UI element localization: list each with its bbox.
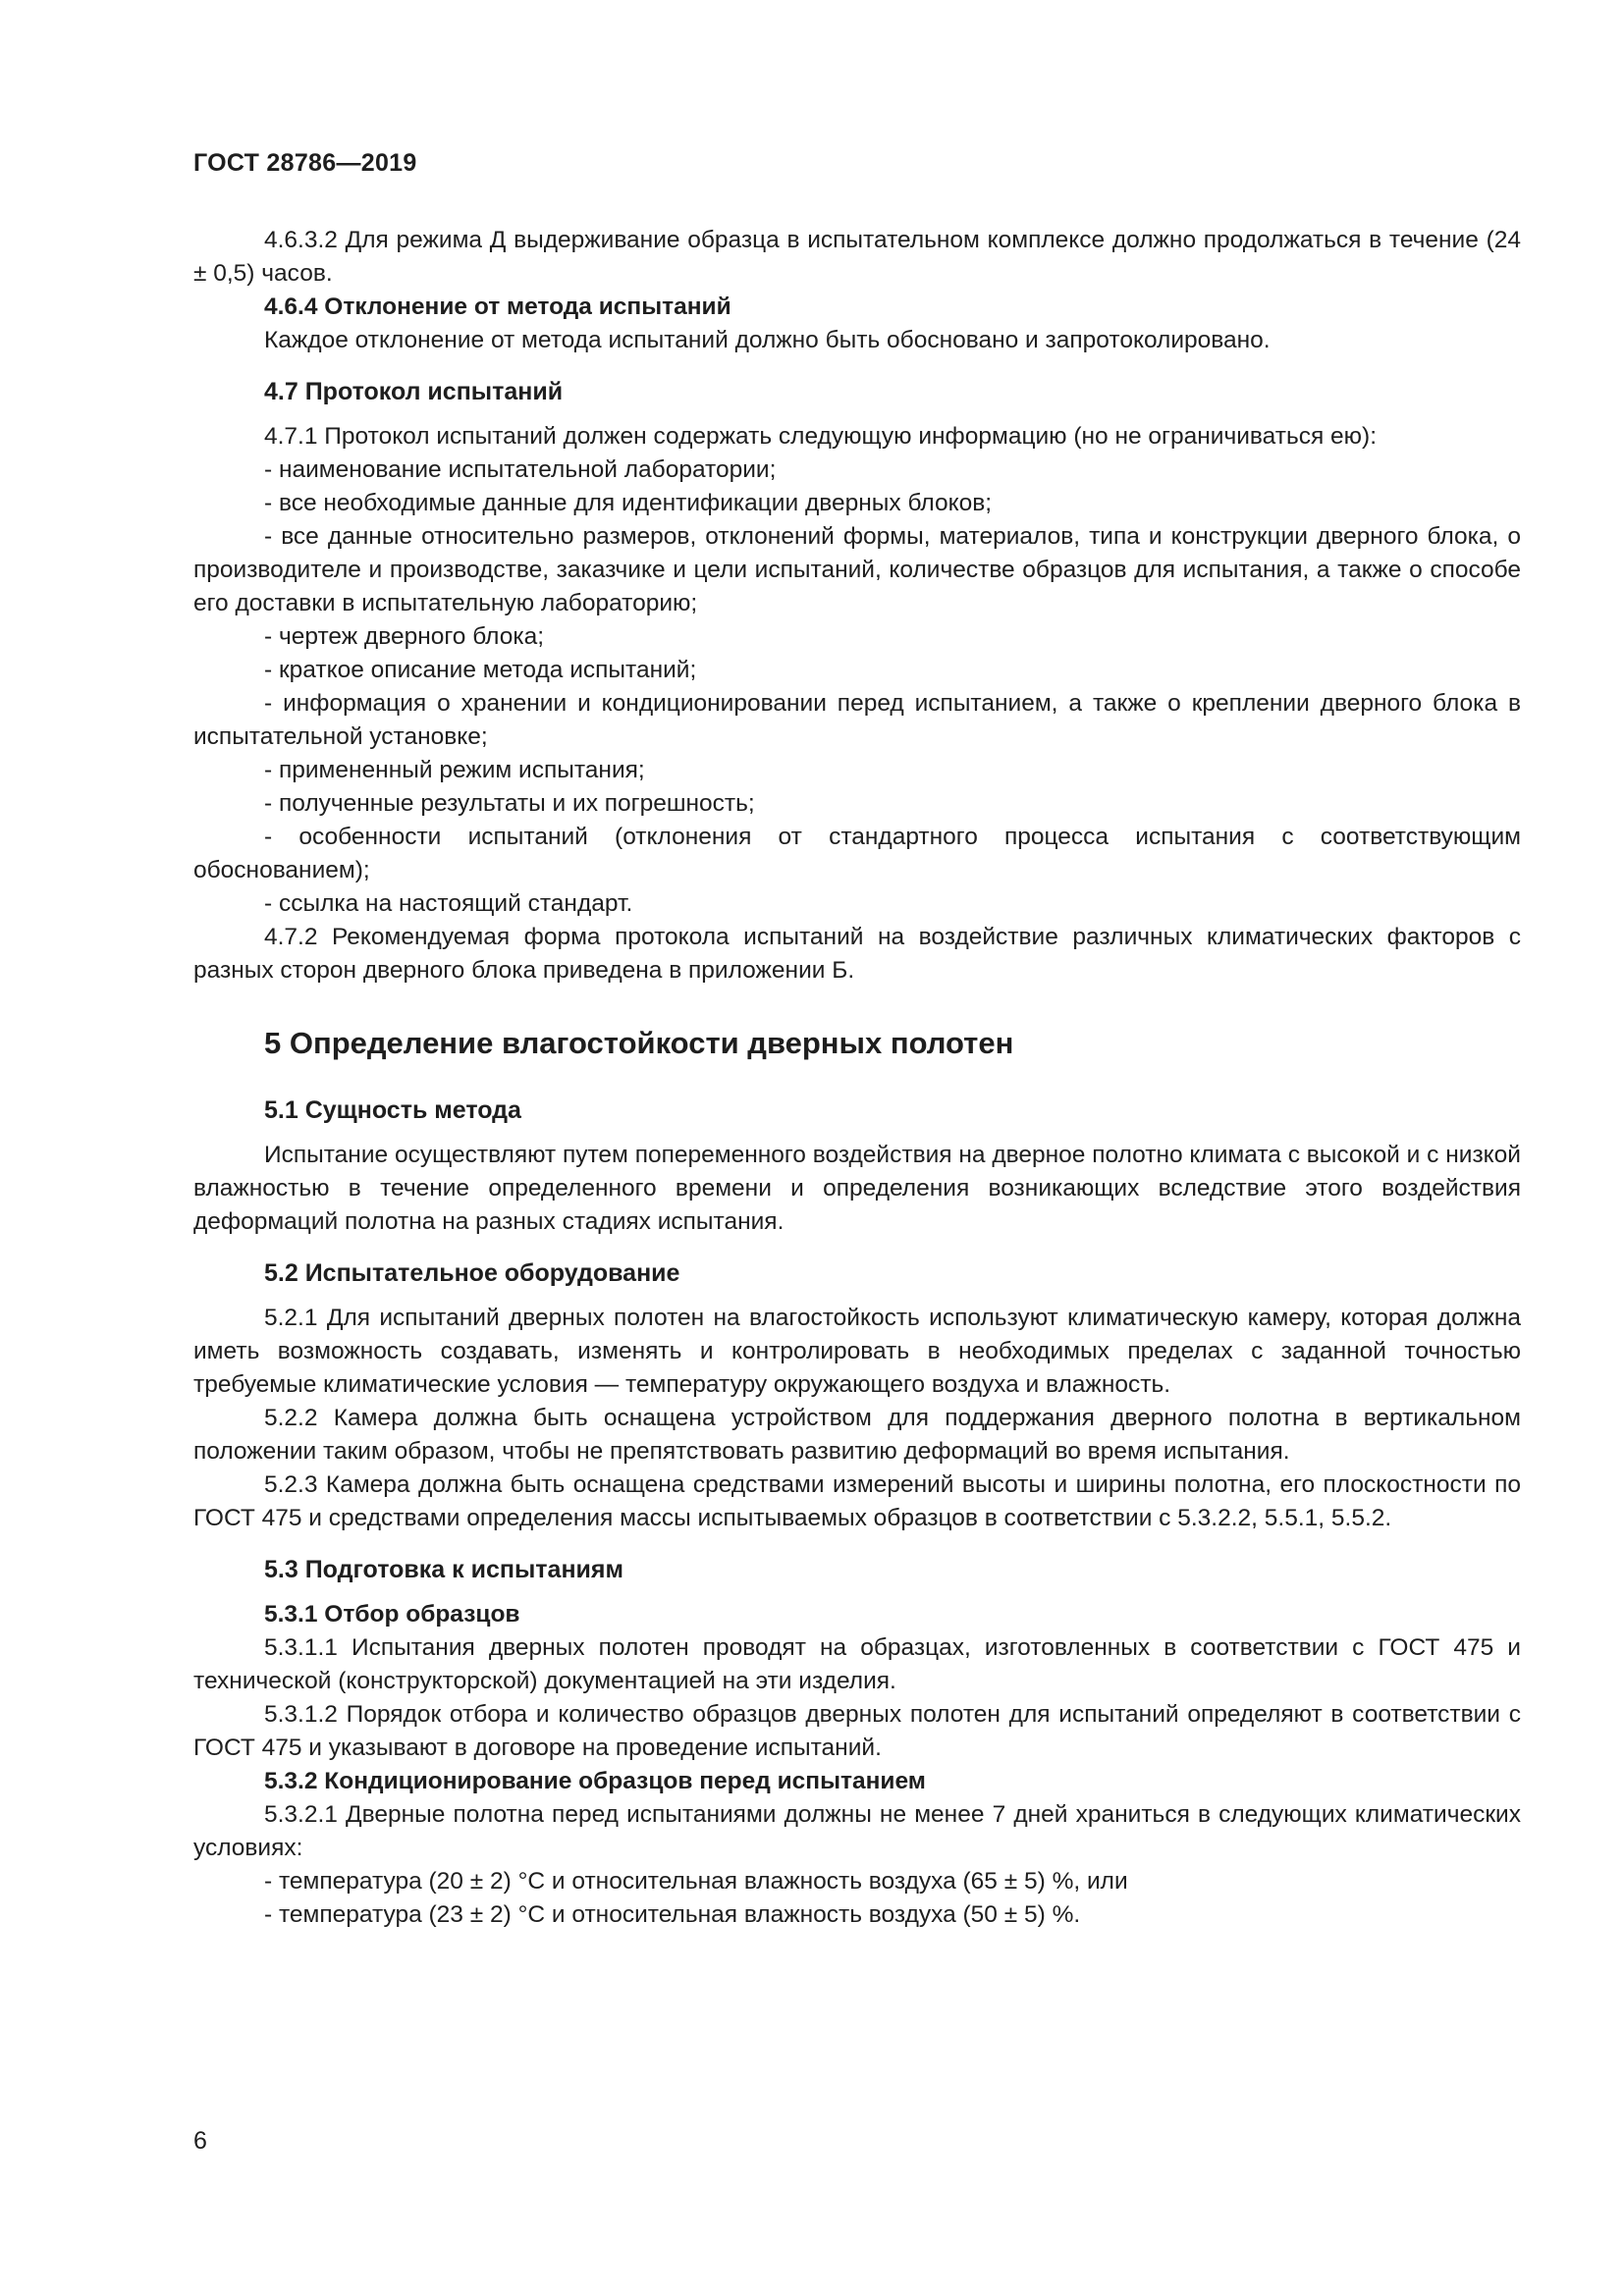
paragraph: 5.3.1.2 Порядок отбора и количество образцов дверных полотен для испытаний определяют в соответствии с ГОСТ 475 и указывают в договоре на проведение испытаний. xyxy=(193,1701,1521,1761)
paragraph: 5.3.2.1 Дверные полотна перед испытаниями должны не менее 7 дней храниться в следующих климатических условиях: xyxy=(193,1801,1521,1861)
paragraph: 4.6.3.2 Для режима Д выдерживание образца в испытательном комплексе должно продолжаться в течение (24 ± 0,5) часов. xyxy=(193,227,1521,287)
paragraph: 4.7.1 Протокол испытаний должен содержать следующую информацию (но не ограничиваться ею): xyxy=(264,423,1378,450)
list-item: - наименование испытательной лаборатории; xyxy=(264,456,777,483)
paragraph: Каждое отклонение от метода испытаний должно быть обосновано и запротоколировано. xyxy=(264,327,1271,353)
list-item: - краткое описание метода испытаний; xyxy=(264,657,697,683)
document-header: ГОСТ 28786—2019 xyxy=(193,149,417,177)
document-body xyxy=(193,224,1521,1932)
paragraph: 4.7.2 Рекомендуемая форма протокола испытаний на воздействие различных климатических факторов с разных сторон дверного блока приведена в приложении Б. xyxy=(193,924,1521,984)
paragraph: 5.2.3 Камера должна быть оснащена средствами измерений высоты и ширины полотна, его плоскостности по ГОСТ 475 и средствами определения массы испытываемых образцов в соответствии с 5.3.2.2, 5.5.1, 5.5.2. xyxy=(193,1471,1521,1531)
list-item: - все данные относительно размеров, отклонений формы, материалов, типа и конструкции дверного блока, о производителе и производстве, заказчике и цели испытаний, количестве образцов для испытания, а также о способе его доставки в испытательную лабораторию; xyxy=(193,523,1521,616)
section-heading: 5.3 Подготовка к испытаниям xyxy=(264,1556,624,1583)
chapter-heading: 5 Определение влагостойкости дверных полотен xyxy=(264,1026,1014,1060)
list-item: - температура (23 ± 2) °С и относительная влажность воздуха (50 ± 5) %. xyxy=(264,1901,1081,1928)
paragraph: 5.2.1 Для испытаний дверных полотен на влагостойкость используют климатическую камеру, которая должна иметь возможность создавать, изменять и контролировать в необходимых пределах с заданной точностью требуемые климатические условия — температуру окружающего воздуха и влажность. xyxy=(193,1305,1521,1398)
list-item: - примененный режим испытания; xyxy=(264,757,645,783)
list-item: - все необходимые данные для идентификации дверных блоков; xyxy=(264,490,993,516)
section-heading: 4.7 Протокол испытаний xyxy=(264,378,564,405)
subsection-heading: 5.3.1 Отбор образцов xyxy=(264,1601,520,1628)
subsection-heading: 5.3.2 Кондиционирование образцов перед испытанием xyxy=(264,1768,926,1794)
page-number: 6 xyxy=(193,2127,207,2155)
list-item: - температура (20 ± 2) °С и относительная влажность воздуха (65 ± 5) %, или xyxy=(264,1868,1128,1895)
list-item: - чертеж дверного блока; xyxy=(264,623,545,650)
list-item: - особенности испытаний (отклонения от стандартного процесса испытания с соответствующим обоснованием); xyxy=(193,824,1521,883)
section-heading: 5.2 Испытательное оборудование xyxy=(264,1259,680,1287)
section-heading: 5.1 Сущность метода xyxy=(264,1096,521,1124)
paragraph: Испытание осуществляют путем попеременного воздействия на дверное полотно климата с высокой и с низкой влажностью в течение определенного времени и определения возникающих вследствие этого воздействия деформаций полотна на разных стадиях испытания. xyxy=(193,1142,1521,1235)
list-item: - ссылка на настоящий стандарт. xyxy=(264,890,633,917)
list-item: - полученные результаты и их погрешность; xyxy=(264,790,755,817)
subsection-heading: 4.6.4 Отклонение от метода испытаний xyxy=(264,294,731,320)
paragraph: 5.3.1.1 Испытания дверных полотен проводят на образцах, изготовленных в соответствии с ГОСТ 475 и технической (конструкторской) документацией на эти изделия. xyxy=(193,1634,1521,1694)
paragraph: 5.2.2 Камера должна быть оснащена устройством для поддержания дверного полотна в вертикальном положении таким образом, чтобы не препятствовать развитию деформаций во время испытания. xyxy=(193,1405,1521,1465)
list-item: - информация о хранении и кондиционировании перед испытанием, а также о креплении дверного блока в испытательной установке; xyxy=(193,690,1521,750)
